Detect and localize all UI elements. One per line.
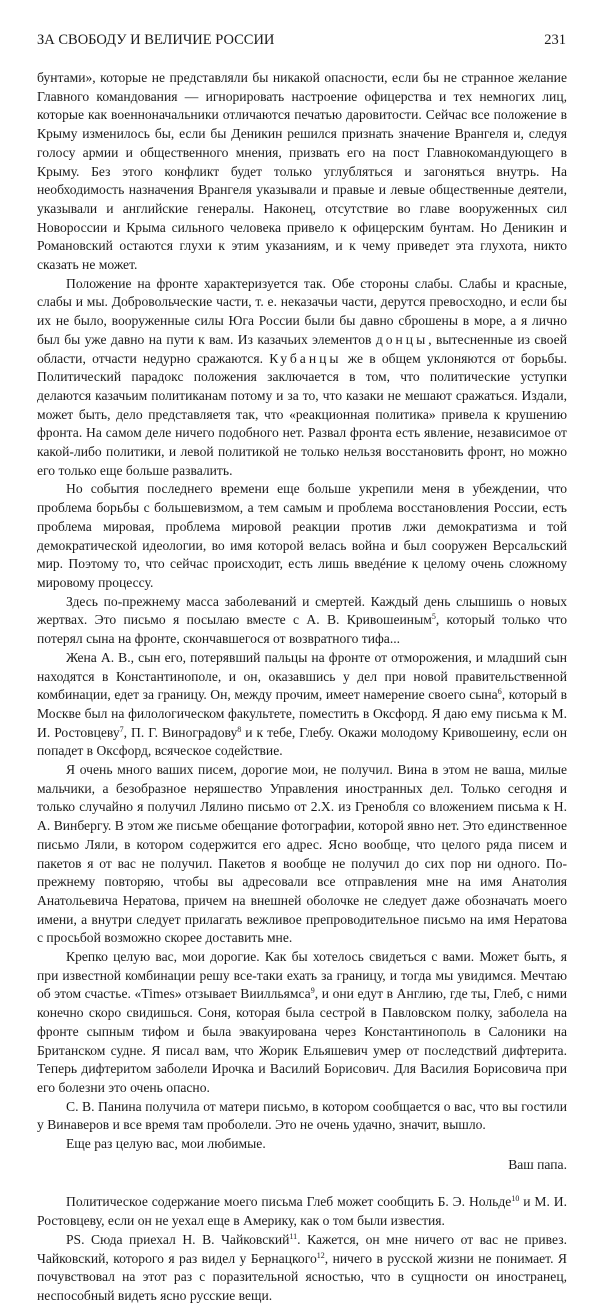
text-run: , вытесненные из своей области, отчасти недурно сражаются.: [37, 331, 567, 366]
text-run: Еще раз целую вас, мои любимые.: [66, 1136, 266, 1152]
text-run: , П. Г. Виноградову: [123, 724, 238, 740]
page-number: 231: [544, 32, 566, 48]
footnote-ref: 6: [497, 687, 502, 697]
text-run: Жена А. В., сын его, потерявший пальцы на фронте от отморожения, и младший сын находятся в Константинополе, и он, оказавшись у дел при новой правительственной комбинации, едет за границу. Он, между прочим, имеет намерение своего сына: [37, 649, 567, 703]
letter-body: [37, 69, 567, 1306]
footnote-ref: 10: [511, 1194, 520, 1204]
text-run: , который в Москве был на филологическом факультете, поместить в Оксфорд. Я даю ему письма к М. И. Ростовцеву: [37, 687, 567, 740]
paragraph: [37, 761, 567, 948]
signature: [37, 1156, 567, 1175]
paragraph: [37, 480, 567, 592]
text-run: и М. И. Ростовцеву, если он не уехал еще в Америку, как о том были известия.: [37, 1194, 567, 1229]
footnote-ref: 12: [316, 1250, 325, 1260]
text-run: , который только что потерял сына на фронте, скончавшегося от возвратного тифа...: [37, 612, 568, 647]
footnote-ref: 8: [237, 724, 242, 734]
text-run: Здесь по-прежнему масса заболеваний и смертей. Каждый день слышишь о новых жертвах. Это письмо я посылаю вместе с А. В. Кривошеиным: [37, 593, 567, 628]
paragraph: [37, 948, 567, 1098]
spaced-emphasis: донцы: [375, 331, 429, 347]
text-run: . Кажется, он мне ничего от вас не привез. Чайковский, которого я раз видел у Бернацкого: [37, 1231, 567, 1266]
text-run: и к тебе, Глебу. Окажи молодому Кривошеину, если он попадет в Оксфорд, всяческое содействие.: [37, 724, 567, 759]
paragraph: [37, 69, 567, 275]
paragraph: [37, 1193, 567, 1230]
paragraph: [37, 1135, 567, 1154]
footnote-ref: 7: [119, 724, 124, 734]
footnote-ref: 9: [310, 986, 315, 996]
text-run: , и они едут в Англию, где ты, Глеб, с ними конечно скоро свидишься. Соня, которая была сестрой в Павловском полку, заболела на фронте сыпным тифом и была эвакуирована через Константинополь в Салоники на Британском судне. Я писал вам, что Жорик Ельяшевич умер от последствий дифтерита. Теперь дифтеритом заболели Ирочка и Василий Борисович. Для Василия Борисовича при его болезни это очень опасно.: [37, 986, 567, 1095]
footnote-ref: 11: [289, 1231, 298, 1241]
text-run: Я очень много ваших писем, дорогие мои, не получил. Вина в этом не ваша, милые мальчики, а безобразное неряшество Управления иностранных дел. Только сегодня и только случайно я получил Лялино письмо от 2.X. из Гренобля со вложением письма к Н. А. Винбергу. В этом же письме обещание фотографии, которой явно нет. Это единственное письмо Ляли, в котором содержится его адрес. Ясно вообще, что целого ряда писем и пакетов я от вас не получил. Пакетов я вообще не получил до сих пор ни одного. По-прежнему повторяю, чтобы вы адресовали все отправления мне на имя Анатолия Анатольевича Нератова, причем на внешней оболочке не следует даже обозначать моего имени, а внутри следует прилагать вежливое препроводительное письмо на имя Нератова с просьбой возможно скорее доставить мне.: [37, 762, 567, 946]
text-run: Политическое содержание моего письма Глеб может сообщить Б. Э. Нольде: [66, 1194, 512, 1210]
text-run: же в общем уклоняются от борьбы. Политический парадокс положения заключается в том, что политические уступки делаются казачьим политиканам потому и за то, что казаки не мешают сражаться. Издали, может быть, дело представляетя так, что «реакционная политика» привела к крушению фронта. На самом деле ничего подобного нет. Развал фронта есть явление, независимое от какой-либо политики, и левой политикой не только нельзя восстановить фронт, но можно его только еще больше развалить.: [37, 350, 567, 478]
text-run: С. В. Панина получила от матери письмо, в котором сообщается о вас, что вы гостили у Винаверов и все время там проболели. Это не очень удачно, значит, вышло.: [37, 1098, 567, 1133]
text-run: Положение на фронте характеризуется так. Обе стороны слабы. Слабы и красные, слабы и мы. Добровольческие части, т. е. неказачьи части, дерутся превосходно, и если бы их не было, вооруженные силы Юга России были бы давно сброшены в море, а я лично был бы уже давно на пути к вам. Из казачьих элементов: [37, 275, 567, 347]
paragraph: [37, 649, 567, 761]
text-run: Но события последнего времени еще больше укрепили меня в убеждении, что проблема борьбы с большевизмом, а тем самым и проблема восстановления России, есть проблема мировая, проблема мировой реакции против лжи демократизма и той демократической идеологии, во имя которой велась война и был сооружен Версальский мир. Поэтому то, что сейчас происходит, есть лишь введéние к целому очень сложному мировому процессу.: [37, 481, 567, 590]
running-header: [37, 32, 566, 49]
text-run: бунтами», которые не представляли бы никакой опасности, если бы не странное желание Главного командования — игнорировать настроение офицерства и тех немногих лиц, которые как военноначальники отличаются печатью даровитости. Сейчас все положение в Крыму изменилось бы, если бы Деникин решился признать значение Врангеля и, следуя голосу армии и общественного мнения, призвать его на пост Главнокомандующего в Крыму. Без этого конфликт будет только углубляться и загоняться внутрь. На необходимость назначения Врангеля указывали и правые и левые общественные деятели, указывали и английские генералы. Наконец, отсутствие во главе вооруженных сил Новороссии и Крыма сильного человека привело к офицерским бунтам. Но Деникин и Романовский остаются глухи к этим указаниям, и к чему приведет эта глухота, никто сказать не может.: [37, 70, 567, 273]
text-run: Ваш папа.: [508, 1156, 567, 1172]
text-run: PS. Сюда приехал Н. В. Чайковский: [66, 1231, 290, 1247]
text-run: Крепко целую вас, мои дорогие. Как бы хотелось свидеться с вами. Может быть, я при известной комбинации решу все-таки ехать за границу, и тогда мы увидимся. Мечтаю об этом счастье. «Times» отзывает Виилльямса: [37, 949, 567, 1002]
text-run: , ничего в русской жизни не понимает. Я почувствовал на этот раз с поразительной ясностью, что в сущности он иностранец, неспособный видеть ясно русские вещи.: [37, 1250, 567, 1303]
spaced-emphasis: Кубанцы: [269, 350, 342, 366]
paragraph: [37, 275, 567, 481]
paragraph: [37, 593, 567, 649]
footnote-ref: 5: [431, 612, 436, 622]
paragraph: [37, 1231, 567, 1306]
paragraph: [37, 1098, 567, 1135]
running-title: ЗА СВОБОДУ И ВЕЛИЧИЕ РОССИИ: [37, 32, 275, 48]
